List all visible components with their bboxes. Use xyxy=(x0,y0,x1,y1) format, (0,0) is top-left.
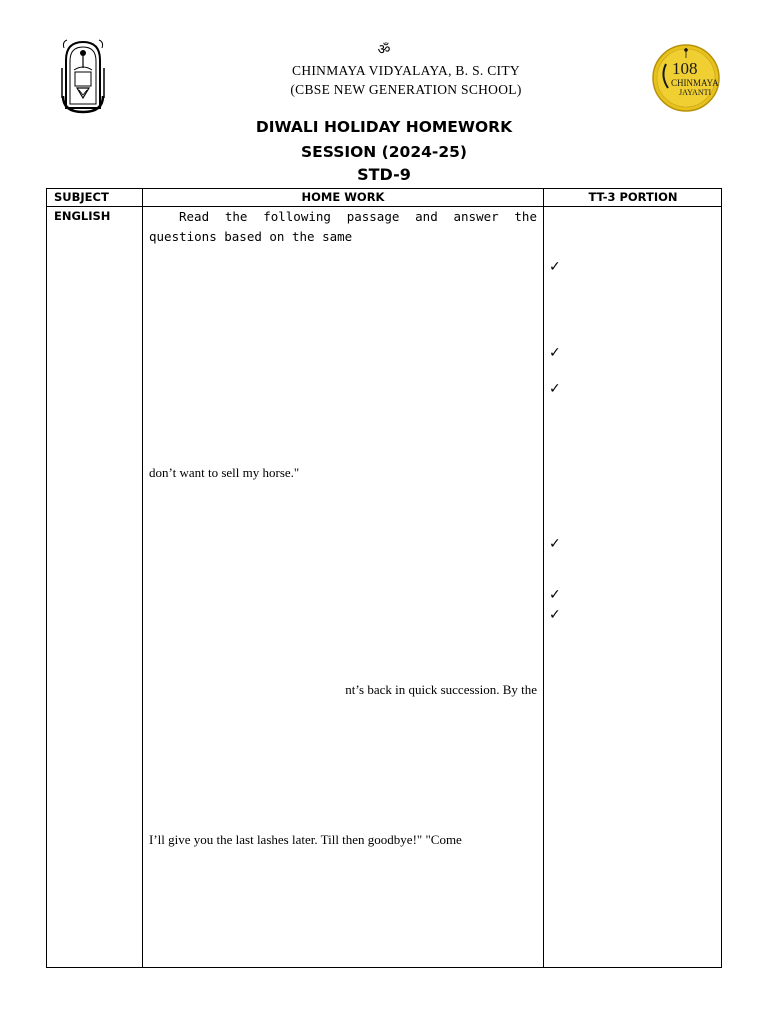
check-mark: ✓ xyxy=(549,607,561,623)
logo-number: 108 xyxy=(672,59,698,78)
check-mark: ✓ xyxy=(549,345,561,361)
column-divider xyxy=(142,188,143,968)
header-homework: HOME WORK xyxy=(301,190,385,204)
homework-intro-line1: Read the following passage and answer the xyxy=(179,209,537,224)
school-tagline: (CBSE NEW GENERATION SCHOOL) xyxy=(290,82,522,97)
passage-fragment: don’t want to sell my horse." xyxy=(149,465,300,480)
om-symbol: ॐ xyxy=(377,42,391,58)
header-subject: SUBJECT xyxy=(54,190,109,204)
passage-fragment: I’ll give you the last lashes later. Till then goodbye!" "Come xyxy=(149,832,462,847)
logo-word-jayanti: JAYANTI xyxy=(679,88,712,97)
check-mark: ✓ xyxy=(549,381,561,397)
logo-word-chinmaya: CHINMAYA xyxy=(671,78,719,88)
passage-fragment: nt’s back in quick succession. By the xyxy=(345,682,537,697)
homework-intro-line2: questions based on the same xyxy=(149,229,353,244)
header-tt3-portion: TT-3 PORTION xyxy=(588,190,678,204)
standard-title: STD-9 xyxy=(357,165,411,184)
check-mark: ✓ xyxy=(549,587,561,603)
school-name: CHINMAYA VIDYALAYA, B. S. CITY xyxy=(292,63,520,78)
chinmaya-jayanti-108-logo xyxy=(650,44,722,112)
check-mark: ✓ xyxy=(549,259,561,275)
subject-english: ENGLISH xyxy=(54,209,111,223)
header-row-divider xyxy=(46,206,722,207)
homework-title: DIWALI HOLIDAY HOMEWORK xyxy=(255,118,513,136)
session-title: SESSION (2024-25) xyxy=(300,143,467,161)
chinmaya-mission-seal-logo xyxy=(58,38,108,114)
check-mark: ✓ xyxy=(549,536,561,552)
homework-table xyxy=(46,188,722,968)
column-divider xyxy=(543,188,544,968)
